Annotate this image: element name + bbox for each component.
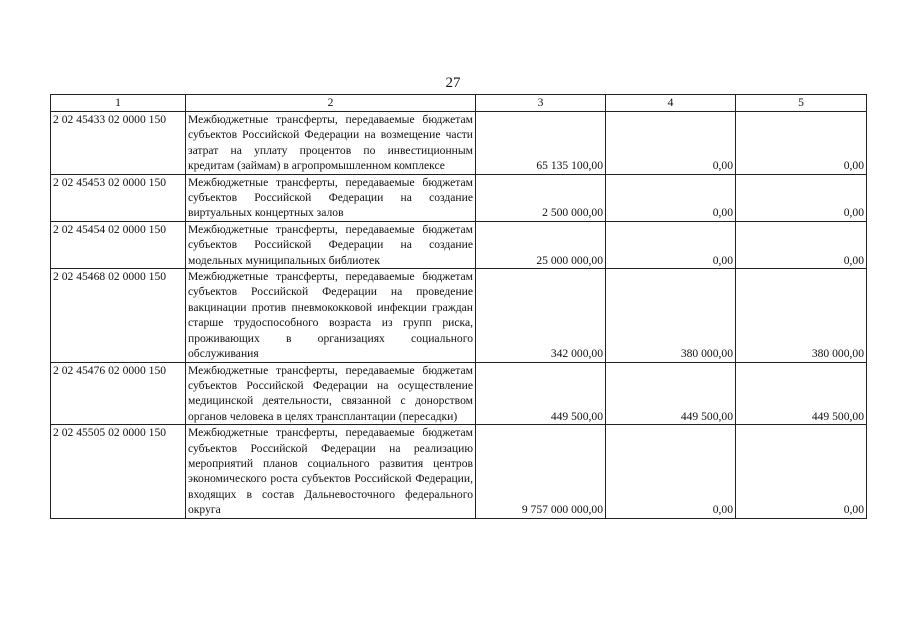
- transfer-name: Межбюджетные трансферты, передаваемые бюджетам субъектов Российской Федерации на осуществление медицинской деятельности, связанной с донорством органов человека в целях трансплантации (пересадки): [186, 362, 476, 425]
- budget-table: [50, 94, 867, 519]
- budget-code: 2 02 45505 02 0000 150: [51, 425, 186, 518]
- amount-col4: 380 000,00: [606, 269, 736, 362]
- amount-col4: 0,00: [606, 425, 736, 518]
- amount-col4: 0,00: [606, 174, 736, 221]
- table-row: [51, 221, 867, 268]
- column-header-1: 1: [51, 95, 186, 112]
- amount-col3: 2 500 000,00: [476, 174, 606, 221]
- table-row: [51, 269, 867, 362]
- transfer-name: Межбюджетные трансферты, передаваемые бюджетам субъектов Российской Федерации на реализацию мероприятий планов социального развития центров экономического роста субъектов Российской Федерации, входящих в состав Дальневосточного федерального округа: [186, 425, 476, 518]
- column-header-4: 4: [606, 95, 736, 112]
- column-header-2: 2: [186, 95, 476, 112]
- amount-col3: 342 000,00: [476, 269, 606, 362]
- table-row: [51, 112, 867, 175]
- table-row: [51, 174, 867, 221]
- amount-col5: 0,00: [736, 425, 867, 518]
- amount-col5: 0,00: [736, 174, 867, 221]
- transfer-name: Межбюджетные трансферты, передаваемые бюджетам субъектов Российской Федерации на проведение вакцинации против пневмококковой инфекции граждан старше трудоспособного возраста из групп риска, проживающих в организациях социального обслуживания: [186, 269, 476, 362]
- amount-col4: 449 500,00: [606, 362, 736, 425]
- budget-code: 2 02 45476 02 0000 150: [51, 362, 186, 425]
- amount-col5: 380 000,00: [736, 269, 867, 362]
- amount-col4: 0,00: [606, 112, 736, 175]
- amount-col5: 0,00: [736, 112, 867, 175]
- amount-col4: 0,00: [606, 221, 736, 268]
- amount-col3: 65 135 100,00: [476, 112, 606, 175]
- budget-code: 2 02 45433 02 0000 150: [51, 112, 186, 175]
- amount-col3: 9 757 000 000,00: [476, 425, 606, 518]
- amount-col5: 0,00: [736, 221, 867, 268]
- page-number: 27: [445, 75, 461, 91]
- transfer-name: Межбюджетные трансферты, передаваемые бюджетам субъектов Российской Федерации на создание виртуальных концертных залов: [186, 174, 476, 221]
- amount-col5: 449 500,00: [736, 362, 867, 425]
- transfer-name: Межбюджетные трансферты, передаваемые бюджетам субъектов Российской Федерации на создание модельных муниципальных библиотек: [186, 221, 476, 268]
- budget-code: 2 02 45453 02 0000 150: [51, 174, 186, 221]
- table-header-row: [51, 95, 867, 112]
- column-header-5: 5: [736, 95, 867, 112]
- budget-code: 2 02 45468 02 0000 150: [51, 269, 186, 362]
- table-row: [51, 362, 867, 425]
- column-header-3: 3: [476, 95, 606, 112]
- amount-col3: 449 500,00: [476, 362, 606, 425]
- table-row: [51, 425, 867, 518]
- budget-code: 2 02 45454 02 0000 150: [51, 221, 186, 268]
- amount-col3: 25 000 000,00: [476, 221, 606, 268]
- transfer-name: Межбюджетные трансферты, передаваемые бюджетам субъектов Российской Федерации на возмещение части затрат на уплату процентов по инвестиционным кредитам (займам) в агропромышленном комплексе: [186, 112, 476, 175]
